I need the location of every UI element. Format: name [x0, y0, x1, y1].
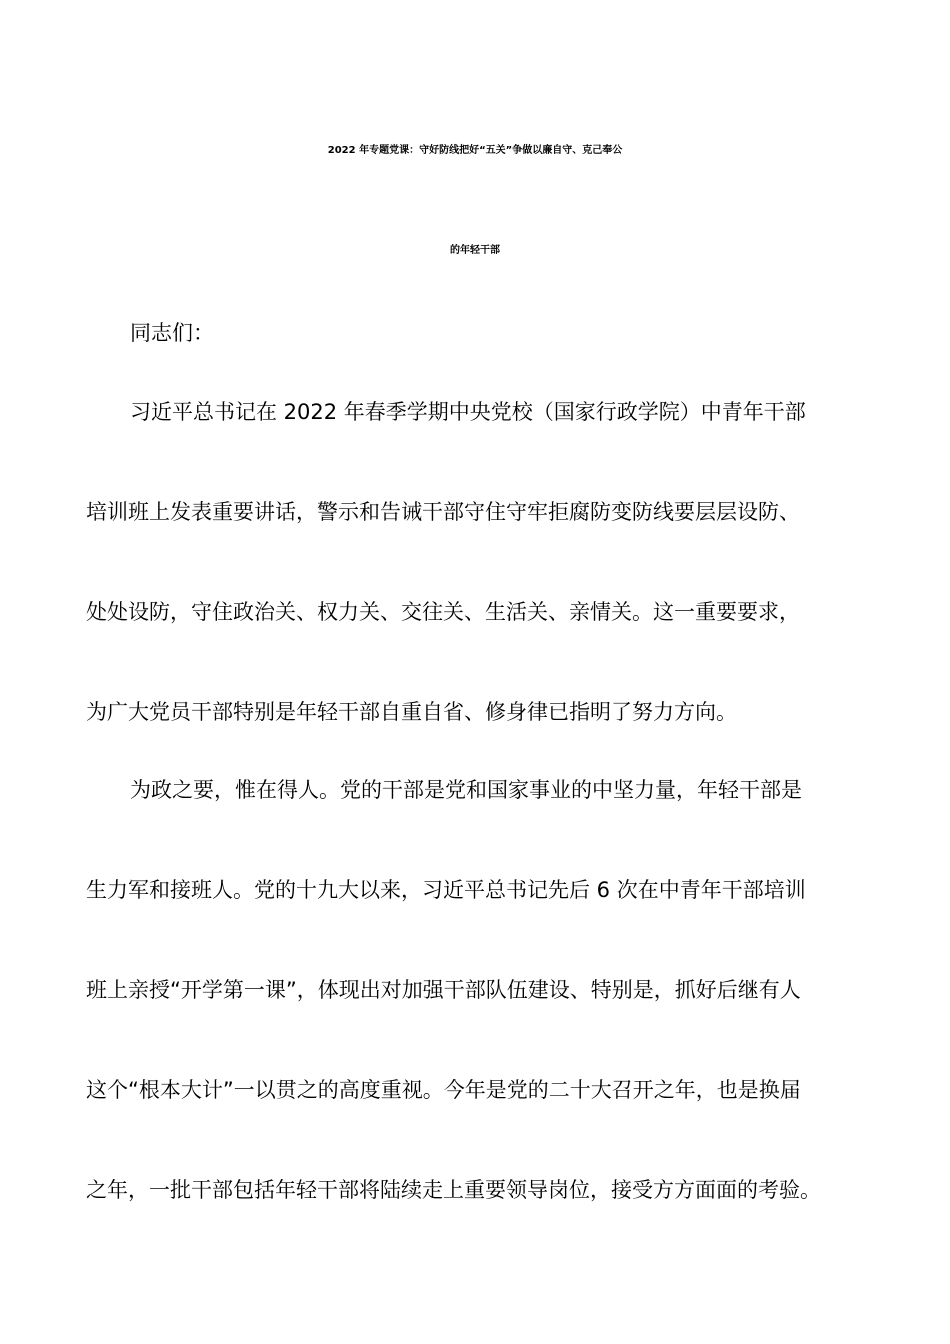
document-title-line-2: 的年轻干部 [450, 245, 500, 256]
paragraph-1-line-4: 为广大党员干部特别是年轻干部自重自省、修身律已指明了努力方向。 [86, 700, 737, 724]
paragraph-2-line-2: 生力军和接班人。党的十九大以来，习近平总书记先后 6 次在中青年干部培训 [86, 878, 806, 902]
paragraph-1-line-3: 处处设防，守住政治关、权力关、交往关、生活关、亲情关。这一重要要求， [86, 600, 800, 624]
paragraph-2-line-1: 为政之要，惟在得人。党的干部是党和国家事业的中坚力量，年轻干部是 [130, 778, 802, 802]
paragraph-2-line-3: 班上亲授“开学第一课”，体现出对加强干部队伍建设、特别是，抓好后继有人 [86, 978, 801, 1002]
paragraph-1-line-2: 培训班上发表重要讲话，警示和告诫干部守住守牢拒腐防变防线要层层设防、 [86, 500, 800, 524]
paragraph-2-line-4: 这个“根本大计”一以贯之的高度重视。今年是党的二十大召开之年，也是换届 [86, 1078, 801, 1102]
salutation: 同志们： [130, 321, 214, 345]
paragraph-2-line-5: 之年，一批干部包括年轻干部将陆续走上重要领导岗位，接受方方面面的考验。 [86, 1178, 821, 1202]
paragraph-1-line-1: 习近平总书记在 2022 年春季学期中央党校（国家行政学院）中青年干部 [130, 400, 806, 424]
document-title-line-1: 2022 年专题党课：守好防线把好“五关”争做以廉自守、克己奉公 [327, 145, 623, 156]
